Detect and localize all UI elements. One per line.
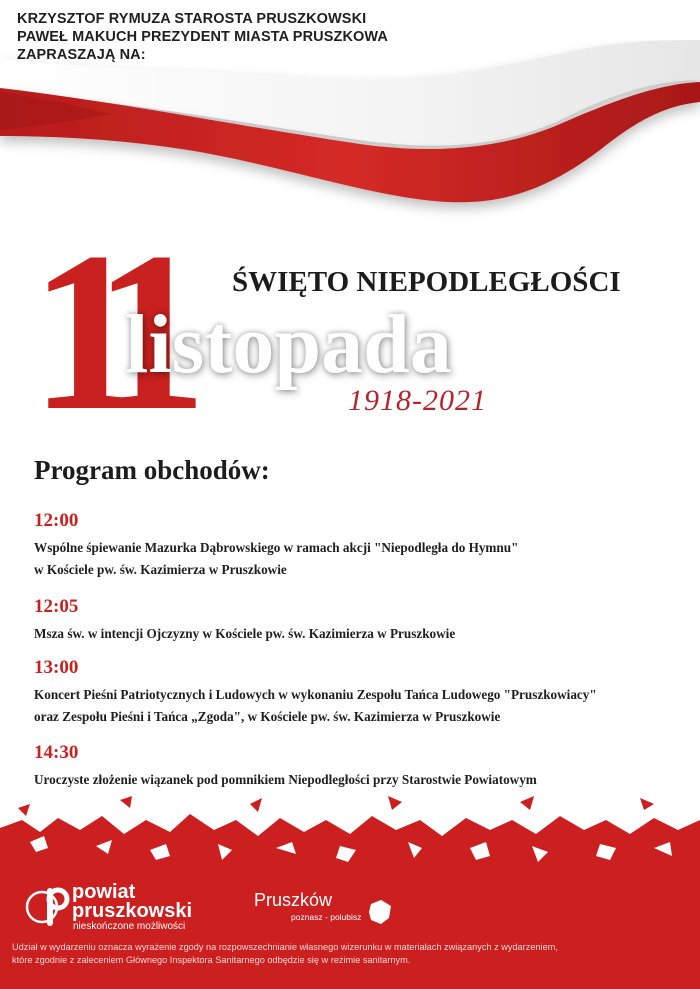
event-description-line: Koncert Pieśni Patriotycznych i Ludowych w wykonaniu Zespołu Tańca Ludowego "Pruszkowiacy" xyxy=(34,687,597,702)
big-day-number: 11 xyxy=(30,206,170,458)
powiat-logo-line1: powiat xyxy=(72,881,136,903)
header-hosts xyxy=(17,10,388,64)
event-description-line: oraz Zespołu Pieśni i Tańca „Zgoda", w Kościele pw. św. Kazimierza w Pruszkowie xyxy=(34,709,501,724)
powiat-logo-mark-icon xyxy=(20,883,70,931)
event-description-line: Wspólne śpiewanie Mazurka Dąbrowskiego w ramach akcji "Niepodległa do Hymnu" xyxy=(34,540,519,555)
event-description-line: Uroczyste złożenie wiązanek pod pomnikiem Niepodległości przy Starostwie Powiatowym xyxy=(34,772,537,787)
event-time: 12:05 xyxy=(34,596,79,617)
years-range: 1918-2021 xyxy=(348,384,487,417)
program-event xyxy=(34,742,537,791)
disclaimer-text xyxy=(12,941,692,967)
event-time: 14:30 xyxy=(34,742,79,763)
header-line-prezydent: PAWEŁ MAKUCH PREZYDENT MIASTA PRUSZKOWA xyxy=(17,29,388,45)
event-time: 13:00 xyxy=(34,657,79,678)
event-time: 12:00 xyxy=(34,510,79,531)
pruszkow-city-logo xyxy=(254,890,394,930)
program-event xyxy=(34,510,518,581)
disclaimer-line: które zgodnie z zaleceniem Głównego Inspektora Sanitarnego odbędzie się w reżimie sanitarnym. xyxy=(12,955,411,965)
pruszkow-logo-name: Pruszków xyxy=(254,890,333,910)
header-line-invite: ZAPRASZAJĄ NA: xyxy=(17,47,146,63)
pruszkow-map-icon xyxy=(367,898,393,926)
disclaimer-line: Udział w wydarzeniu oznacza wyrażenie zgody na rozpowszechnianie własnego wizerunku w materiałach związanych z wydarzeniem, xyxy=(12,942,558,952)
powiat-logo-tagline: nieskończone możliwości xyxy=(73,921,186,932)
program-heading: Program obchodów: xyxy=(34,455,270,485)
program-event xyxy=(34,596,455,645)
event-description-line: Msza św. w intencji Ojczyzny w Kościele pw. św. Kazimierza w Pruszkowie xyxy=(34,626,456,641)
flag-ribbon-icon xyxy=(0,40,700,230)
month-word: listopada xyxy=(125,298,452,391)
program-event xyxy=(34,657,597,728)
powiat-pruszkowski-logo xyxy=(20,883,220,931)
holiday-title: ŚWIĘTO NIEPODLEGŁOŚCI xyxy=(232,266,621,298)
header-line-starosta: KRZYSZTOF RYMUZA STAROSTA PRUSZKOWSKI xyxy=(17,11,367,27)
event-description-line: w Kościele pw. św. Kazimierza w Pruszkowie xyxy=(34,562,287,577)
pruszkow-logo-motto: poznasz - polubisz xyxy=(291,912,362,922)
powiat-logo-line2: pruszkowski xyxy=(72,900,193,922)
